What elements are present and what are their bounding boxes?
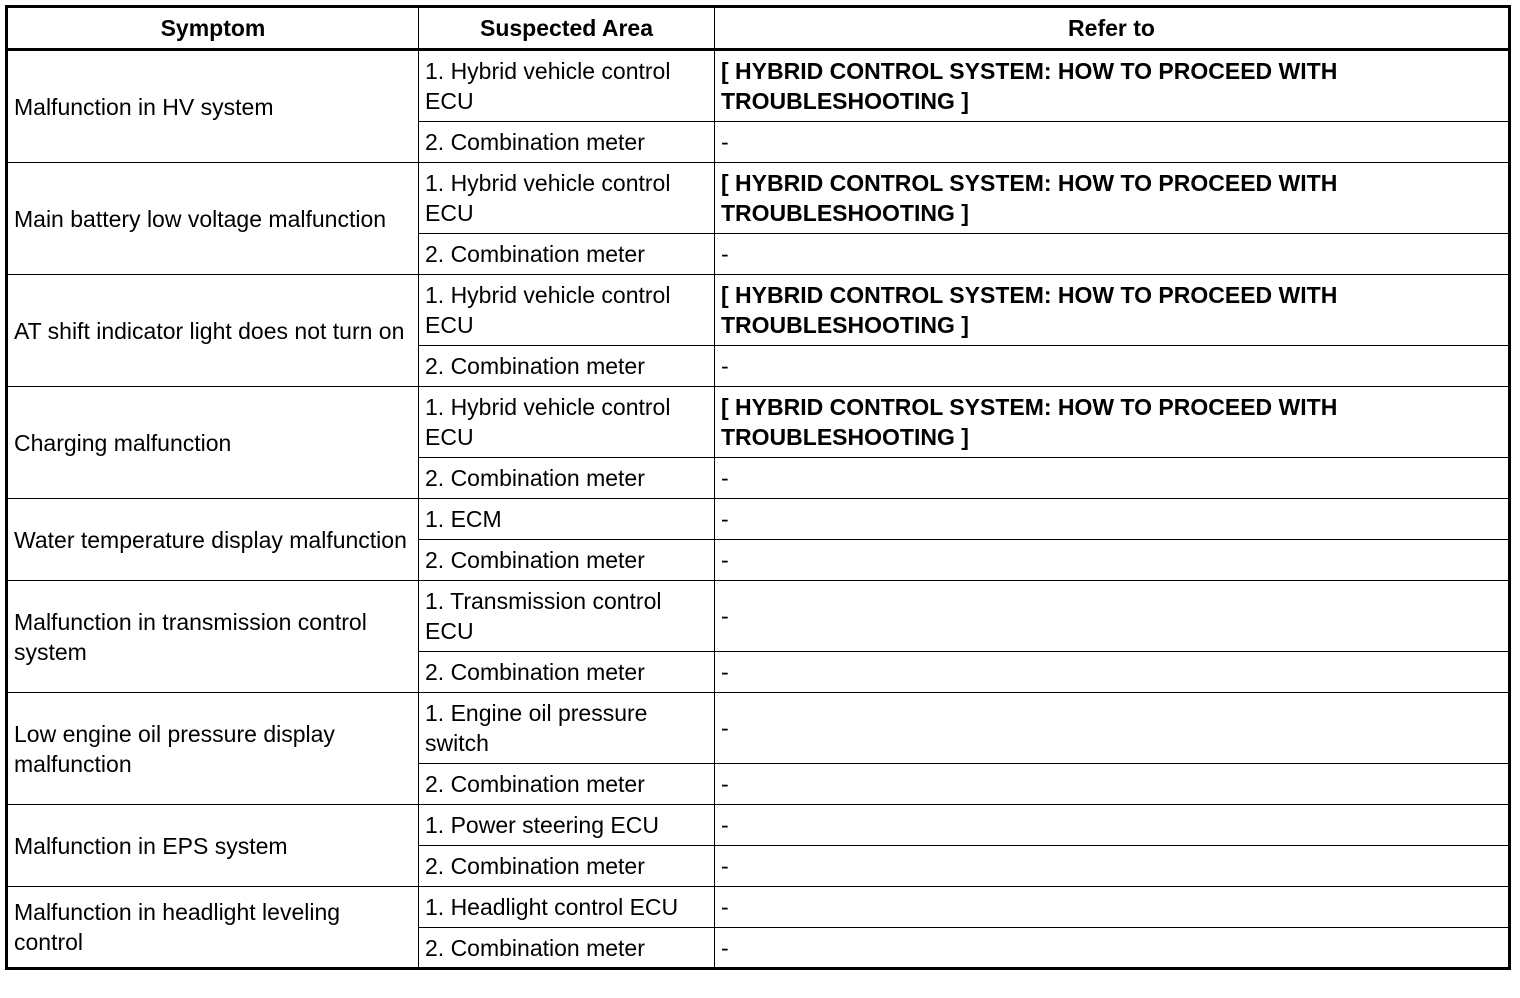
suspected-area-cell: 2. Combination meter	[419, 234, 715, 275]
refer-to-cell: -	[715, 581, 1510, 652]
suspected-area-cell: 1. Engine oil pressure switch	[419, 693, 715, 764]
symptom-cell: Malfunction in EPS system	[7, 805, 419, 887]
suspected-area-cell: 2. Combination meter	[419, 122, 715, 163]
suspected-area-cell: 1. Hybrid vehicle control ECU	[419, 275, 715, 346]
refer-to-link[interactable]: [ HYBRID CONTROL SYSTEM: HOW TO PROCEED WITH TROUBLESHOOTING ]	[715, 275, 1510, 346]
refer-to-link[interactable]: [ HYBRID CONTROL SYSTEM: HOW TO PROCEED WITH TROUBLESHOOTING ]	[715, 163, 1510, 234]
table-row	[7, 805, 1510, 846]
symptom-cell: Charging malfunction	[7, 387, 419, 499]
header-suspected-area: Suspected Area	[419, 7, 715, 50]
troubleshooting-table-page	[5, 5, 1511, 970]
suspected-area-cell: 1. Hybrid vehicle control ECU	[419, 50, 715, 122]
refer-to-cell: -	[715, 887, 1510, 928]
header-refer-to: Refer to	[715, 7, 1510, 50]
symptom-cell: Malfunction in HV system	[7, 50, 419, 163]
refer-to-cell: -	[715, 234, 1510, 275]
table-row	[7, 499, 1510, 540]
suspected-area-cell: 1. Power steering ECU	[419, 805, 715, 846]
refer-to-cell: -	[715, 805, 1510, 846]
refer-to-cell: -	[715, 458, 1510, 499]
table-row	[7, 163, 1510, 234]
suspected-area-cell: 2. Combination meter	[419, 540, 715, 581]
symptom-cell: Malfunction in headlight leveling control	[7, 887, 419, 969]
refer-to-link[interactable]: [ HYBRID CONTROL SYSTEM: HOW TO PROCEED WITH TROUBLESHOOTING ]	[715, 387, 1510, 458]
refer-to-cell: -	[715, 928, 1510, 969]
symptom-cell: Malfunction in transmission control system	[7, 581, 419, 693]
suspected-area-cell: 1. Transmission control ECU	[419, 581, 715, 652]
refer-to-cell: -	[715, 122, 1510, 163]
table-row	[7, 275, 1510, 346]
header-symptom: Symptom	[7, 7, 419, 50]
refer-to-cell: -	[715, 764, 1510, 805]
suspected-area-cell: 2. Combination meter	[419, 458, 715, 499]
suspected-area-cell: 1. Headlight control ECU	[419, 887, 715, 928]
table-row	[7, 50, 1510, 122]
suspected-area-cell: 2. Combination meter	[419, 846, 715, 887]
refer-to-cell: -	[715, 346, 1510, 387]
suspected-area-cell: 1. ECM	[419, 499, 715, 540]
symptom-cell: Main battery low voltage malfunction	[7, 163, 419, 275]
suspected-area-cell: 2. Combination meter	[419, 764, 715, 805]
table-row	[7, 387, 1510, 458]
refer-to-cell: -	[715, 846, 1510, 887]
refer-to-link[interactable]: [ HYBRID CONTROL SYSTEM: HOW TO PROCEED WITH TROUBLESHOOTING ]	[715, 50, 1510, 122]
symptom-cell: AT shift indicator light does not turn on	[7, 275, 419, 387]
table-header-row	[7, 7, 1510, 50]
suspected-area-cell: 2. Combination meter	[419, 652, 715, 693]
suspected-area-cell: 2. Combination meter	[419, 346, 715, 387]
problem-symptoms-table	[5, 5, 1511, 970]
refer-to-cell: -	[715, 499, 1510, 540]
refer-to-cell: -	[715, 693, 1510, 764]
table-row	[7, 887, 1510, 928]
symptom-cell: Water temperature display malfunction	[7, 499, 419, 581]
suspected-area-cell: 2. Combination meter	[419, 928, 715, 969]
suspected-area-cell: 1. Hybrid vehicle control ECU	[419, 163, 715, 234]
table-row	[7, 693, 1510, 764]
table-row	[7, 581, 1510, 652]
symptom-cell: Low engine oil pressure display malfunction	[7, 693, 419, 805]
refer-to-cell: -	[715, 652, 1510, 693]
suspected-area-cell: 1. Hybrid vehicle control ECU	[419, 387, 715, 458]
refer-to-cell: -	[715, 540, 1510, 581]
